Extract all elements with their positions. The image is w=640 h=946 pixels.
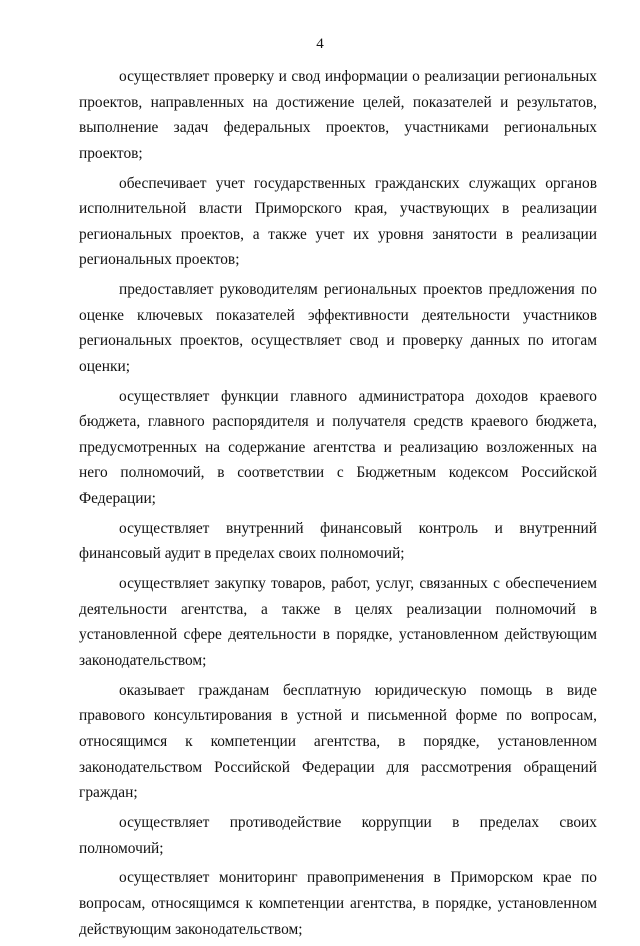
paragraph-7: оказывает гражданам бесплатную юридическую помощь в виде правового консультирования в устной и письменной форме по вопросам, относящимся к компетенции агентства, в порядке, установленном законодательством Российской Федерации для рассмотрения обращений граждан; [79,681,597,802]
paragraph-2: обеспечивает учет государственных гражданских служащих органов исполнительной власти Приморского края, участвующих в реализации региональных проектов, а также учет их уровня занятости в реализации региональных проектов; [79,174,597,269]
paragraph-5: осуществляет внутренний финансовый контроль и внутренний финансовый аудит в пределах своих полномочий; [79,519,597,563]
paragraph-6: осуществляет закупку товаров, работ, услуг, связанных с обеспечением деятельности агентства, а также в целях реализации полномочий в установленной сфере деятельности в порядке, установленном действующим законодательством; [79,575,597,669]
paragraph-9: осуществляет мониторинг правоприменения в Приморском крае по вопросам, относящимся к компетенции агентства, в порядке, установленном действующим законодательством; [79,869,597,938]
paragraph-8: осуществляет противодействие коррупции в пределах своих полномочий; [79,813,597,857]
document-body [79,64,597,946]
page-number: 4 [316,36,324,52]
paragraph-3: предоставляет руководителям региональных проектов предложения по оценке ключевых показателей эффективности деятельности участников региональных проектов, осуществляет свод и проверку данных по итогам оценки; [79,281,597,375]
paragraph-1: осуществляет проверку и свод информации о реализации региональных проектов, направленных на достижение целей, показателей и результатов, выполнение задач федеральных проектов, участниками региональных проектов; [79,68,597,162]
paragraph-4: осуществляет функции главного администратора доходов краевого бюджета, главного распорядителя и получателя средств краевого бюджета, предусмотренных на содержание агентства и реализацию возложенных на него полномочий, в соответствии с Бюджетным кодексом Российской Федерации; [79,387,597,508]
